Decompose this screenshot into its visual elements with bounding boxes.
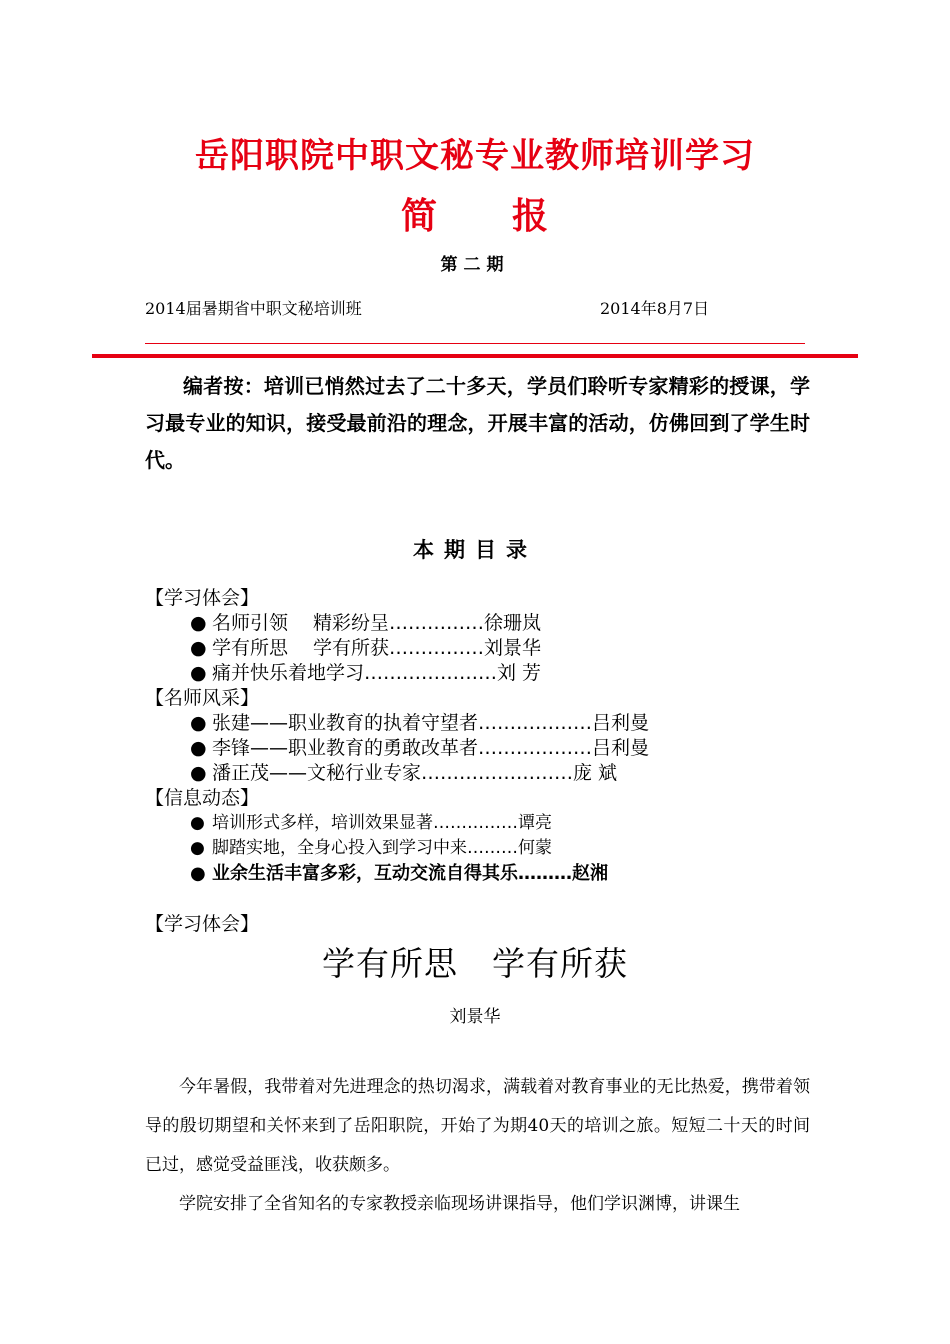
- toc-item[interactable]: ● 业余生活丰富多彩，互动交流自得其乐………赵湘: [190, 863, 608, 884]
- toc-item[interactable]: ● 张建——职业教育的执着守望者………………吕利曼: [190, 712, 650, 734]
- organizer: 2014届暑期省中职文秘培训班: [145, 299, 362, 318]
- toc-title: 本期目录: [413, 538, 537, 562]
- editor-note: 编者按：培训已悄然过去了二十多天，学员们聆听专家精彩的授课，学习最专业的知识，接受最前沿的理念，开展丰富的活动，仿佛回到了学生时代。: [145, 374, 810, 472]
- toc-item[interactable]: ● 痛并快乐着地学习…………………刘 芳: [190, 662, 542, 684]
- publish-date: 2014年8月7日: [600, 299, 710, 318]
- bullet-icon: ●: [190, 637, 207, 659]
- issue-number: 第二期: [440, 255, 510, 275]
- toc-section-heading: 【名师风采】: [145, 687, 260, 709]
- toc-section-heading: 【学习体会】: [145, 587, 260, 609]
- bullet-icon: ●: [190, 612, 207, 634]
- toc-section-heading: 【信息动态】: [145, 787, 260, 809]
- table-of-contents: [145, 586, 649, 886]
- header-divider-thin: [145, 343, 805, 344]
- header-divider-thick: [92, 354, 858, 358]
- article-author: 刘景华: [449, 1007, 501, 1027]
- bullet-icon: ●: [190, 762, 207, 784]
- article-section-label: 【学习体会】: [145, 913, 260, 935]
- article-title: 学有所思 学有所获: [322, 944, 628, 983]
- toc-item[interactable]: ● 名师引领 精彩纷呈……………徐珊岚: [190, 612, 542, 634]
- toc-item[interactable]: ● 潘正茂——文秘行业专家……………………庞 斌: [190, 762, 618, 784]
- toc-item[interactable]: ● 学有所思 学有所获……………刘景华: [190, 637, 542, 659]
- bullet-icon: ●: [190, 813, 205, 833]
- article-body: [145, 1068, 810, 1224]
- bullet-icon: ●: [190, 838, 205, 858]
- newsletter-subtitle: 简 报: [400, 196, 549, 237]
- article-paragraph: 学院安排了全省知名的专家教授亲临现场讲课指导，他们学识渊博，讲课生: [179, 1194, 740, 1214]
- toc-item[interactable]: ● 脚踏实地，全身心投入到学习中来………何蒙: [145, 836, 649, 861]
- bullet-icon: ●: [190, 712, 207, 734]
- article-paragraph: 今年暑假，我带着对先进理念的热切渴求，满载着对教育事业的无比热爱，携带着领导的殷切期望和关怀来到了岳阳职院，开始了为期40天的培训之旅。短短二十天的时间已过，感觉受益匪浅，收获颇多。: [145, 1077, 810, 1175]
- toc-item[interactable]: ● 培训形式多样，培训效果显著……………谭亮: [145, 811, 649, 836]
- bullet-icon: ●: [190, 863, 206, 884]
- bullet-icon: ●: [190, 662, 207, 684]
- bullet-icon: ●: [190, 737, 207, 759]
- newsletter-title: 岳阳职院中职文秘专业教师培训学习: [195, 136, 755, 176]
- toc-item[interactable]: ● 李锋——职业教育的勇敢改革者………………吕利曼: [190, 737, 650, 759]
